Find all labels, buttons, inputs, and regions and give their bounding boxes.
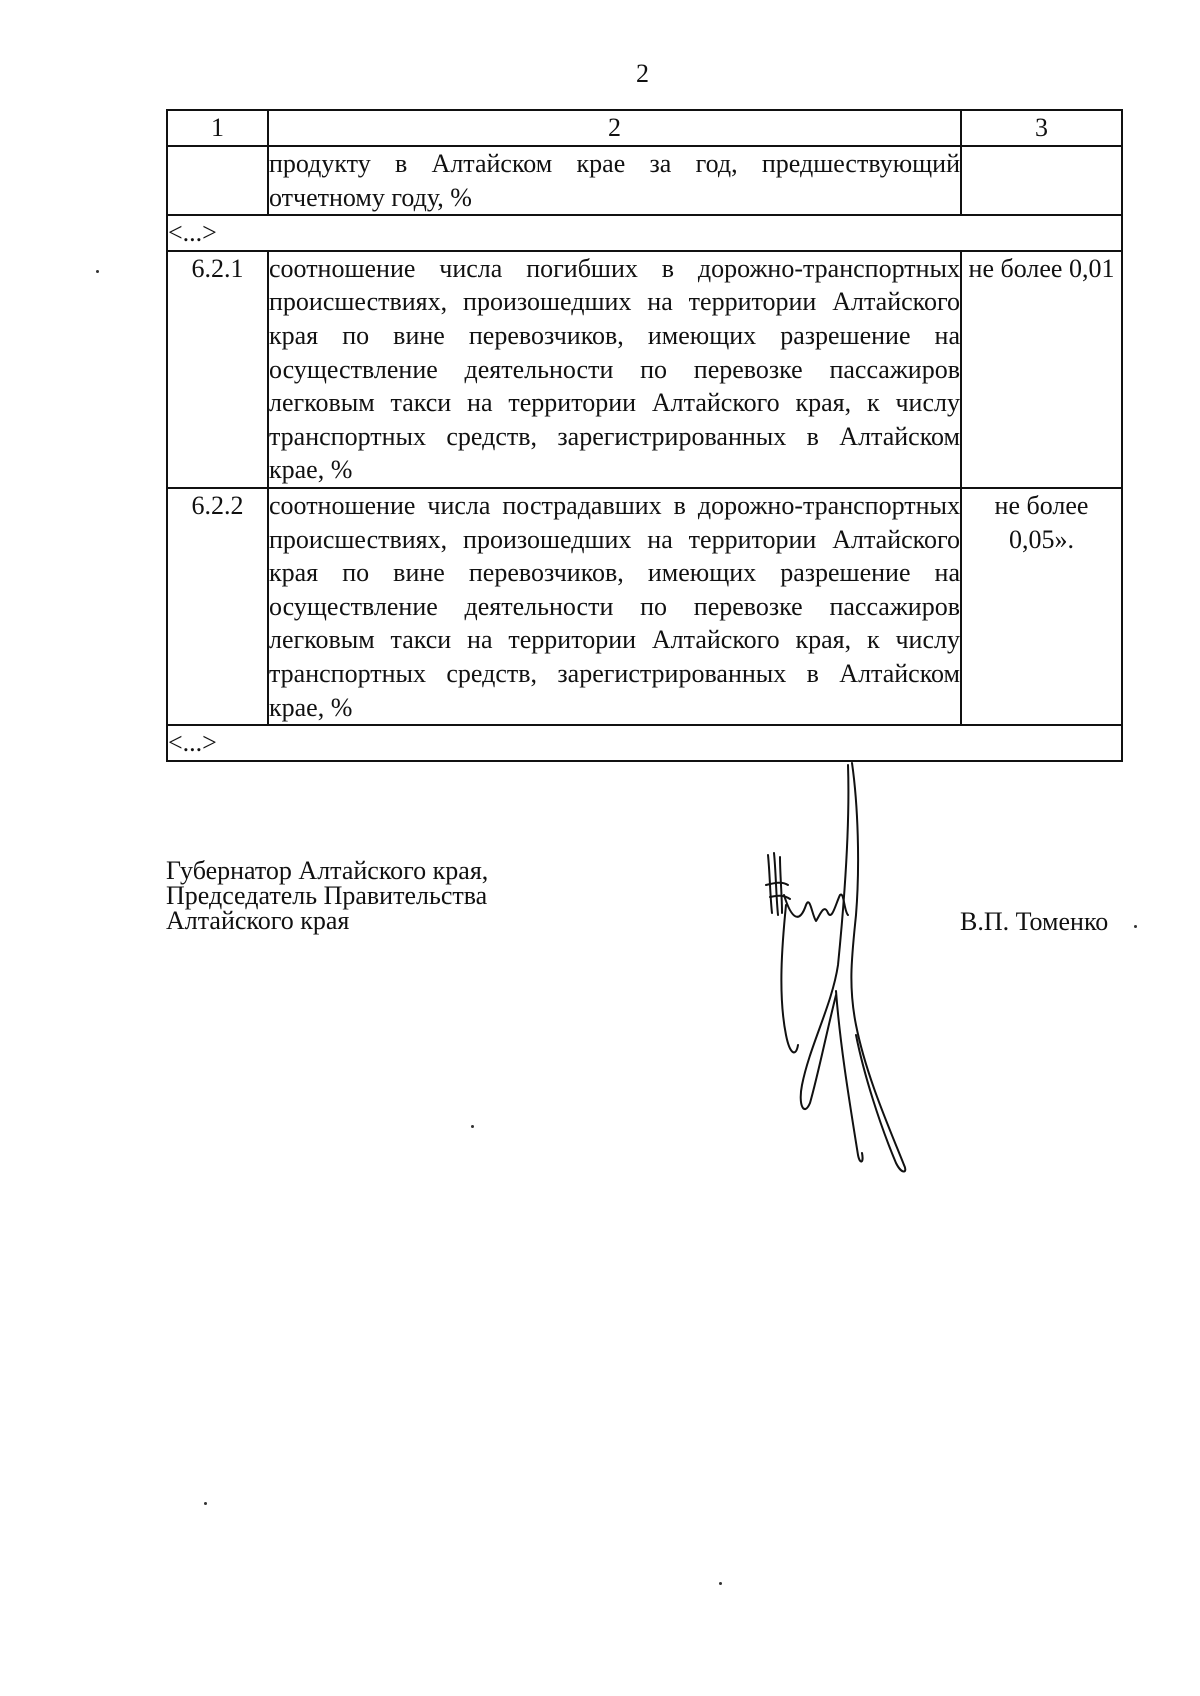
indicators-table: [166, 109, 1123, 762]
table-ellipsis-row: [167, 215, 1122, 251]
row-number-cell: 6.2.1: [167, 251, 268, 488]
row-value-cell: не более 0,05».: [961, 488, 1122, 725]
scan-speck: [1134, 925, 1137, 928]
table-header-cell: 3: [961, 110, 1122, 146]
table-ellipsis-row: [167, 725, 1122, 761]
scan-speck: [96, 270, 99, 273]
page-number: 2: [636, 59, 649, 88]
signatory-name: В.П. Томенко: [960, 907, 1109, 936]
row-description-cell: соотношение числа погибших в дорожно-транспортных происшествиях, произошедших на территории Алтайского края по вине перевозчиков, имеющих разрешение на осуществление деятельности по перевозке пассажиров легковым такси на территории Алтайского края, к числу транспортных средств, зарегистрированных в Алтайском крае, %: [268, 251, 961, 488]
handwritten-signature: [740, 745, 940, 1185]
row-description-cell: соотношение числа пострадавших в дорожно-транспортных происшествиях, произошедших на территории Алтайского края по вине перевозчиков, имеющих разрешение на осуществление деятельности по перевозке пассажиров легковым такси на территории Алтайского края, к числу транспортных средств, зарегистрированных в Алтайском крае, %: [268, 488, 961, 725]
table-row: [167, 251, 1122, 488]
row-value-cell: не более 0,01: [961, 251, 1122, 488]
signatory-position: [166, 858, 488, 933]
continuation-text-cell: продукту в Алтайском крае за год, предшествующий отчетному году, %: [268, 146, 961, 215]
position-line: Председатель Правительства: [166, 881, 488, 910]
scan-speck: [719, 1582, 722, 1585]
position-line: Алтайского края: [166, 906, 350, 935]
row-number-cell: 6.2.2: [167, 488, 268, 725]
row-number-cell: [167, 146, 268, 215]
table-header-cell: 1: [167, 110, 268, 146]
table-header-row: [167, 110, 1122, 146]
table-row: [167, 488, 1122, 725]
scan-speck: [204, 1502, 207, 1505]
ellipsis-marker: <...>: [167, 215, 1122, 251]
table-header-cell: 2: [268, 110, 961, 146]
position-line: Губернатор Алтайского края,: [166, 856, 489, 885]
scan-speck: [471, 1125, 474, 1128]
row-value-cell: [961, 146, 1122, 215]
table-row: [167, 146, 1122, 215]
ellipsis-marker: <...>: [167, 725, 1122, 761]
